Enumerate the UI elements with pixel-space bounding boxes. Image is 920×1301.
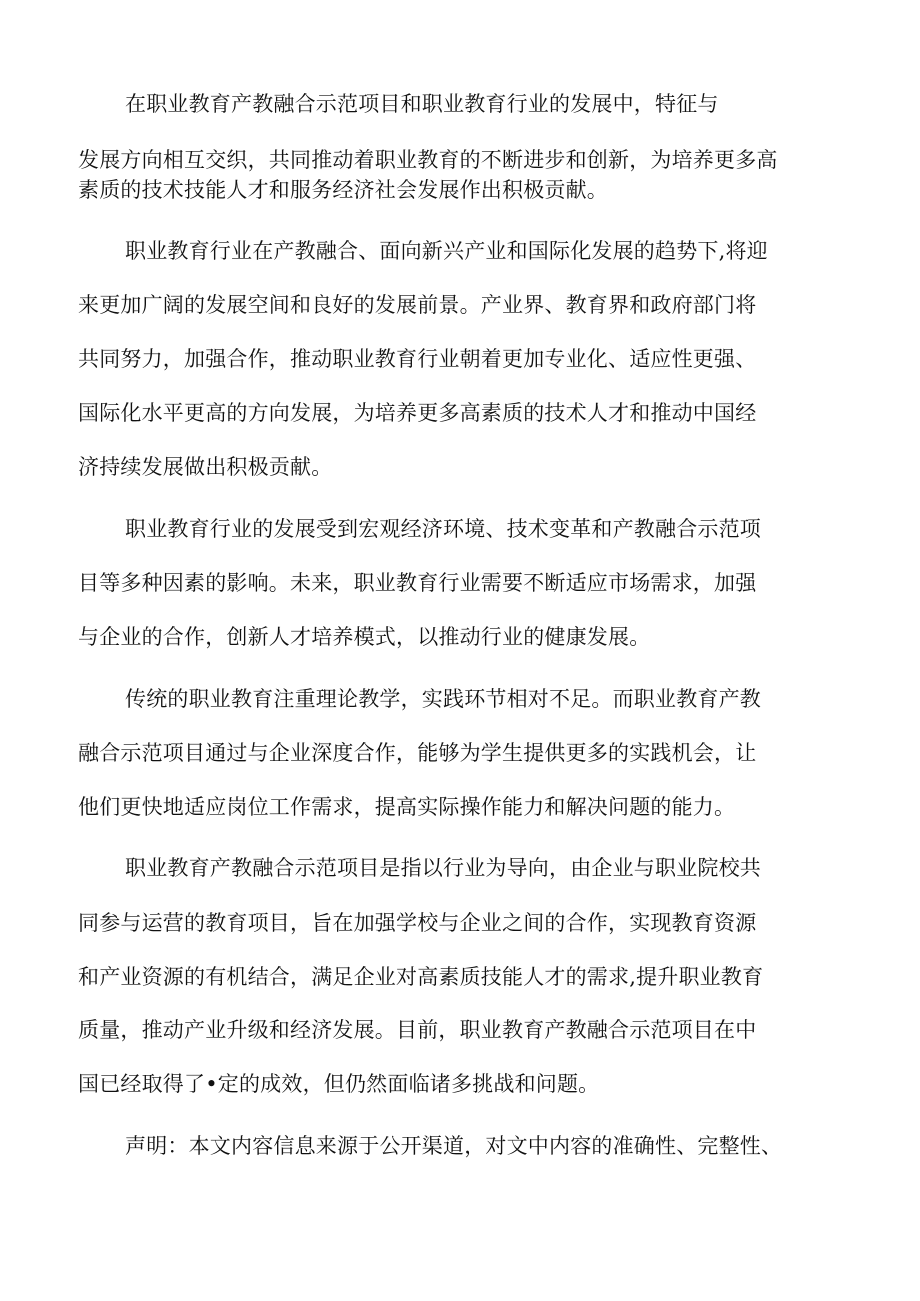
paragraph-6-line-5: 国已经取得了•定的成效，但仍然面临诸多挑战和问题。 xyxy=(78,1072,600,1096)
paragraph-2-line-2: 素质的技术技能人才和服务经济社会发展作出积极贡献。 xyxy=(78,178,608,202)
paragraph-6-line-4: 质量，推动产业升级和经济发展。目前，职业教育产教融合示范项目在中 xyxy=(78,1018,757,1042)
paragraph-4-line-2: 目等多种因素的影响。未来，职业教育行业需要不断适应市场需求，加强 xyxy=(78,571,757,595)
paragraph-6-line-1: 职业教育产教融合示范项目是指以行业为导向，由企业与职业院校共 xyxy=(125,856,761,880)
paragraph-3-line-1: 职业教育行业在产教融合、面向新兴产业和国际化发展的趋势下,将迎 xyxy=(125,239,768,263)
paragraph-1-line-1: 在职业教育产教融合示范项目和职业教育行业的发展中，特征与 xyxy=(125,92,719,116)
paragraph-3-line-2: 来更加广阔的发展空间和良好的发展前景。产业界、教育界和政府部门将 xyxy=(78,293,757,317)
paragraph-5-line-1: 传统的职业教育注重理论教学，实践环节相对不足。而职业教育产教 xyxy=(125,687,761,711)
disclaimer-line-1: 声明：本文内容信息来源于公开渠道，对文中内容的准确性、完整性、 xyxy=(125,1134,783,1158)
paragraph-3-line-3: 共同努力，加强合作，推动职业教育行业朝着更加专业化、适应性更强、 xyxy=(78,347,757,371)
paragraph-5-line-2: 融合示范项目通过与企业深度合作，能够为学生提供更多的实践机会，让 xyxy=(78,741,757,765)
paragraph-3-line-4: 国际化水平更高的方向发展，为培养更多高素质的技术人才和推动中国经 xyxy=(78,401,757,425)
paragraph-4-line-1: 职业教育行业的发展受到宏观经济环境、技术变革和产教融合示范项 xyxy=(125,517,761,541)
paragraph-5-line-3: 他们更快地适应岗位工作需求，提高实际操作能力和解决问题的能力。 xyxy=(78,795,736,819)
paragraph-6-line-3: 和产业资源的有机结合，满足企业对高素质技能人才的需求,提升职业教育 xyxy=(78,965,764,989)
paragraph-3-line-5: 济持续发展做出积极贡献。 xyxy=(78,455,333,479)
paragraph-4-line-3: 与企业的合作，创新人才培养模式，以推动行业的健康发展。 xyxy=(78,625,651,649)
paragraph-2-line-1: 发展方向相互交织，共同推动着职业教育的不断进步和创新，为培养更多高 xyxy=(78,148,778,172)
paragraph-6-line-2: 同参与运营的教育项目，旨在加强学校与企业之间的合作，实现教育资源 xyxy=(78,911,757,935)
